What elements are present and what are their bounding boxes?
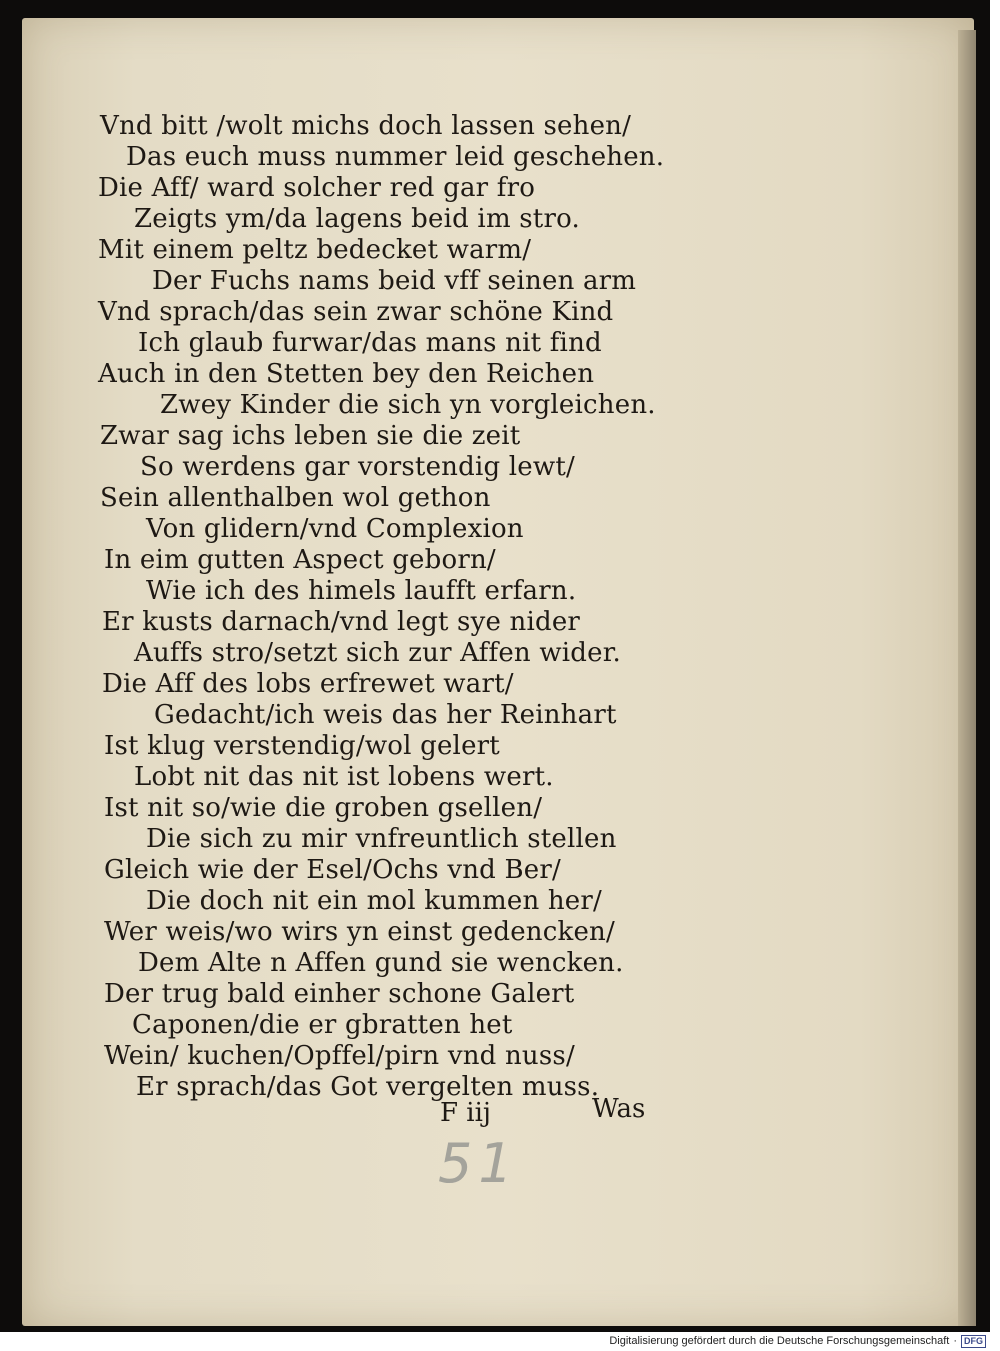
verse-line: Auffs stro/setzt sich zur Affen wider. xyxy=(134,638,621,668)
verse-line: Dem Alte n Affen gund sie wencken. xyxy=(138,948,624,978)
verse-line: Caponen/die er gbratten het xyxy=(132,1010,513,1040)
verse-line: Er sprach/das Got vergelten muss. xyxy=(136,1072,600,1102)
verse-line: Die Aff des lobs erfrewet wart/ xyxy=(102,669,514,699)
verse-line: Lobt nit das nit ist lobens wert. xyxy=(134,762,554,792)
page-edge xyxy=(958,30,976,1326)
verse-line: Wein/ kuchen/Opffel/pirn vnd nuss/ xyxy=(104,1041,575,1071)
verse-line: Die sich zu mir vnfreuntlich stellen xyxy=(146,824,617,854)
signature-mark: F iij xyxy=(440,1098,491,1128)
verse-line: Vnd bitt /wolt michs doch lassen sehen/ xyxy=(100,111,632,141)
verse-line: Vnd sprach/das sein zwar schöne Kind xyxy=(98,297,614,327)
catchword: Was xyxy=(592,1094,646,1124)
dfg-logo: DFG xyxy=(961,1335,986,1348)
pencil-folio-number: 51 xyxy=(438,1132,519,1195)
verse-line: Der trug bald einher schone Galert xyxy=(104,979,575,1009)
verse-line: Zwar sag ichs leben sie die zeit xyxy=(100,421,521,451)
verse-line: Gleich wie der Esel/Ochs vnd Ber/ xyxy=(104,855,561,885)
credit-text: Digitalisierung gefördert durch die Deutsche Forschungsgemeinschaft xyxy=(609,1335,950,1347)
verse-line: Mit einem peltz bedecket warm/ xyxy=(98,235,532,265)
verse-line: Sein allenthalben wol gethon xyxy=(100,483,491,513)
verse-line: Das euch muss nummer leid geschehen. xyxy=(126,142,665,172)
verse-line: In eim gutten Aspect geborn/ xyxy=(104,545,496,575)
verse-line: Auch in den Stetten bey den Reichen xyxy=(98,359,595,389)
digitization-credit xyxy=(609,1333,986,1349)
verse-line: Die doch nit ein mol kummen her/ xyxy=(146,886,602,916)
verse-line: Ich glaub furwar/das mans nit find xyxy=(138,328,602,358)
verse-line: Ist nit so/wie die groben gsellen/ xyxy=(104,793,543,823)
verse-line: Zeigts ym/da lagens beid im stro. xyxy=(134,204,580,234)
verse-line: Die Aff/ ward solcher red gar fro xyxy=(98,173,536,203)
verse-line: Er kusts darnach/vnd legt sye nider xyxy=(102,607,581,637)
verse-line: Von glidern/vnd Complexion xyxy=(146,514,524,544)
credit-separator: · xyxy=(953,1335,957,1347)
verse-line: So werdens gar vorstendig lewt/ xyxy=(140,452,575,482)
verse-line: Gedacht/ich weis das her Reinhart xyxy=(154,700,617,730)
verse-line: Ist klug verstendig/wol gelert xyxy=(104,731,500,761)
verse-line: Der Fuchs nams beid vff seinen arm xyxy=(152,266,637,296)
verse-line: Wer weis/wo wirs yn einst gedencken/ xyxy=(104,917,615,947)
verse-line: Zwey Kinder die sich yn vorgleichen. xyxy=(160,390,656,420)
verse-line: Wie ich des himels laufft erfarn. xyxy=(146,576,577,606)
